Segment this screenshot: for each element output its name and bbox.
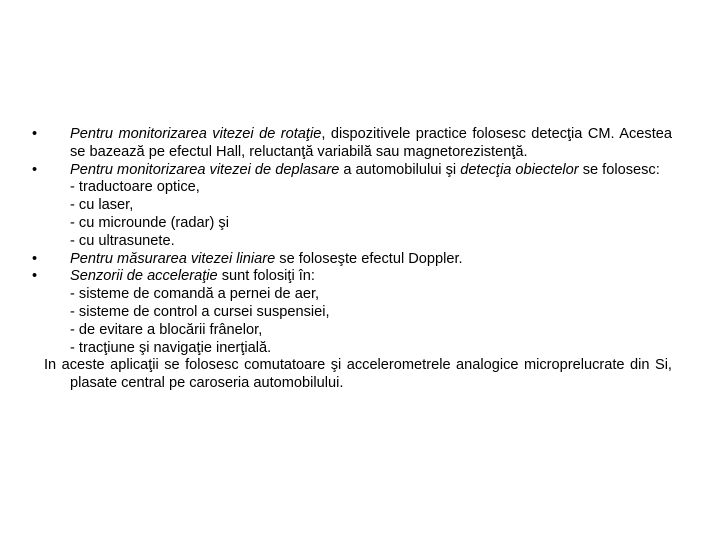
sub-item: - sisteme de control a cursei suspensiei, bbox=[70, 303, 330, 320]
bullet-text-italic: Pentru monitorizarea vitezei de deplasare bbox=[70, 161, 340, 178]
bullet-text: se foloseşte efectul Doppler. bbox=[275, 250, 463, 267]
bullet-text-italic: Pentru măsurarea vitezei liniare bbox=[70, 250, 276, 267]
sub-item: - cu laser, bbox=[70, 197, 134, 214]
bullet-icon: • bbox=[32, 250, 38, 267]
bullet-icon: • bbox=[32, 161, 38, 178]
bullet-text-italic: Pentru monitorizarea vitezei de rotaţie bbox=[70, 126, 322, 142]
slide-body bbox=[32, 126, 672, 393]
bullet-text: a automobilului şi bbox=[339, 161, 461, 178]
bullet-icon: • bbox=[32, 268, 38, 285]
bullet-text-italic: Senzorii de acceleraţie bbox=[70, 268, 218, 285]
bullet-text: , dispozitivele practice folosesc detecţia CM. Acestea se bazează pe efectul Hall, reluctanţă variabilă sau magnetorezistenţă. bbox=[70, 126, 672, 160]
sub-item: - sisteme de comandă a pernei de aer, bbox=[70, 286, 320, 303]
bullet-icon: • bbox=[32, 126, 38, 142]
sub-item: - cu ultrasunete. bbox=[70, 232, 175, 249]
bullet-item-linear-speed bbox=[32, 250, 672, 269]
bullet-item-rotation-speed bbox=[32, 126, 672, 162]
bullet-text: sunt folosiţi în: bbox=[217, 268, 315, 285]
bullet-item-acceleration-sensors bbox=[32, 268, 672, 357]
bullet-item-travel-speed bbox=[32, 161, 672, 251]
bullet-text: se folosesc: bbox=[578, 161, 660, 178]
sub-item: - traductoare optice, bbox=[70, 179, 200, 196]
sub-item: - de evitare a blocării frânelor, bbox=[70, 321, 263, 338]
bullet-text-italic: detecţia obiectelor bbox=[460, 161, 579, 178]
closing-paragraph: In aceste aplicaţii se folosesc comutatoare şi accelerometrele analogice microprelucrate din Si, plasate central pe caroseria automobilului. bbox=[44, 357, 672, 392]
sub-item: - tracţiune şi navigaţie inerţială. bbox=[70, 339, 272, 356]
sub-item: - cu microunde (radar) şi bbox=[70, 214, 229, 231]
